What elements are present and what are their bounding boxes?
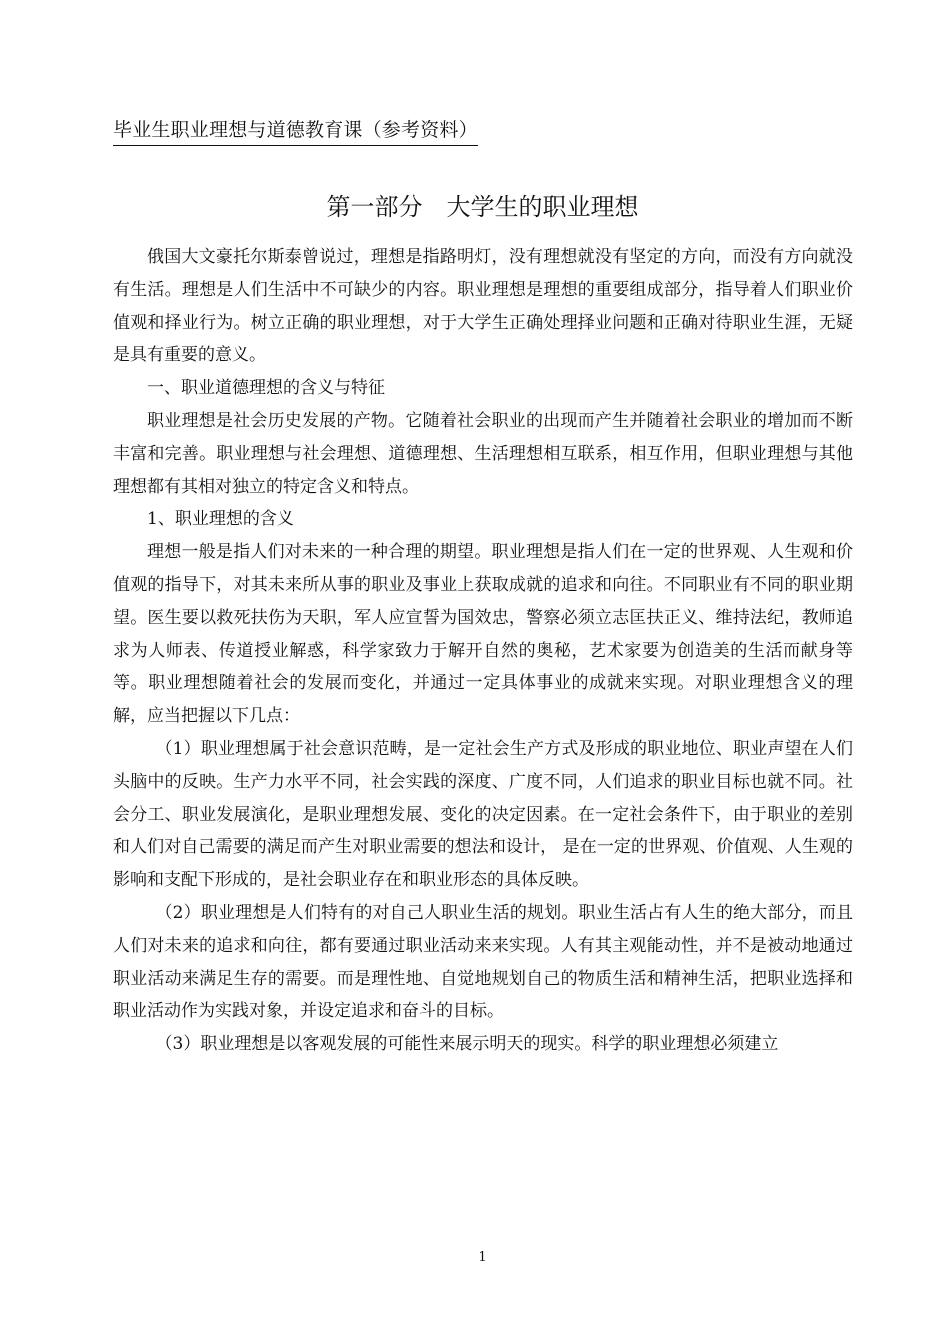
list-item: （1）职业理想属于社会意识范畴，是一定社会生产方式及形成的职业地位、职业声望在人们头脑中的反映。生产力水平不同，社会实践的深度、广度不同，人们追求的职业目标也就不同。社会分工、职业发展演化，是职业理想发展、变化的决定因素。在一定社会条件下，由于职业的差别和人们对自己需要的满足而产生对职业需要的想法和设计， 是在一定的世界观、价值观、人生观的影响和支配下形成的，是社会职业存在和职业形态的具体反映。 (113, 738, 853, 891)
document-header-title: 毕业生职业理想与道德教育课（参考资料） (113, 117, 478, 146)
paragraph: 理想一般是指人们对未来的一种合理的期望。职业理想是指人们在一定的世界观、人生观和价值观的指导下，对其未来所从事的职业及事业上获取成就的追求和向往。不同职业有不同的职业期望。医生要以救死扶伤为天职，军人应宣誓为国效忠，警察必须立志匡扶正义、维持法纪，教师追求为人师表、传道授业解惑，科学家致力于解开自然的奥秘，艺术家要为创造美的生活而献身等等。职业理想随着社会的发展而变化，并通过一定具体事业的成就来实现。对职业理想含义的理解，应当把握以下几点： (113, 542, 853, 727)
part-title: 第一部分 大学生的职业理想 (326, 193, 639, 221)
page-number: 1 (478, 1250, 487, 1265)
paragraph-intro: 俄国大文豪托尔斯泰曾说过，理想是指路明灯，没有理想就没有坚定的方向，而没有方向就没有生活。理想是人们生活中不可缺少的内容。职业理想是理想的重要组成部分，指导着人们职业价值观和择业行为。树立正确的职业理想，对于大学生正确处理择业问题和正确对待职业生涯，无疑是具有重要的意义。 (113, 247, 853, 366)
document-body (113, 241, 853, 1061)
paragraph: 职业理想是社会历史发展的产物。它随着社会职业的出现而产生并随着社会职业的增加而不断丰富和完善。职业理想与社会理想、道德理想、生活理想相互联系，相互作用，但职业理想与其他理想都有其相对独立的特定含义和特点。 (113, 410, 853, 497)
list-item: （3）职业理想是以客观发展的可能性来展示明天的现实。科学的职业理想必须建立 (155, 1034, 779, 1055)
section-heading-1: 一、职业道德理想的含义与特征 (147, 378, 385, 399)
list-item: （2）职业理想是人们特有的对自己人职业生活的规划。职业生活占有人生的绝大部分，而且人们对未来的追求和向往，都有要通过职业活动来来实现。人有其主观能动性，并不是被动地通过职业活动来满足生存的需要。而是理性地、自觉地规划自己的物质生活和精神生活，把职业选择和职业活动作为实践对象，并设定追求和奋斗的目标。 (113, 902, 853, 1022)
subsection-heading-1: 1、职业理想的含义 (147, 509, 294, 530)
